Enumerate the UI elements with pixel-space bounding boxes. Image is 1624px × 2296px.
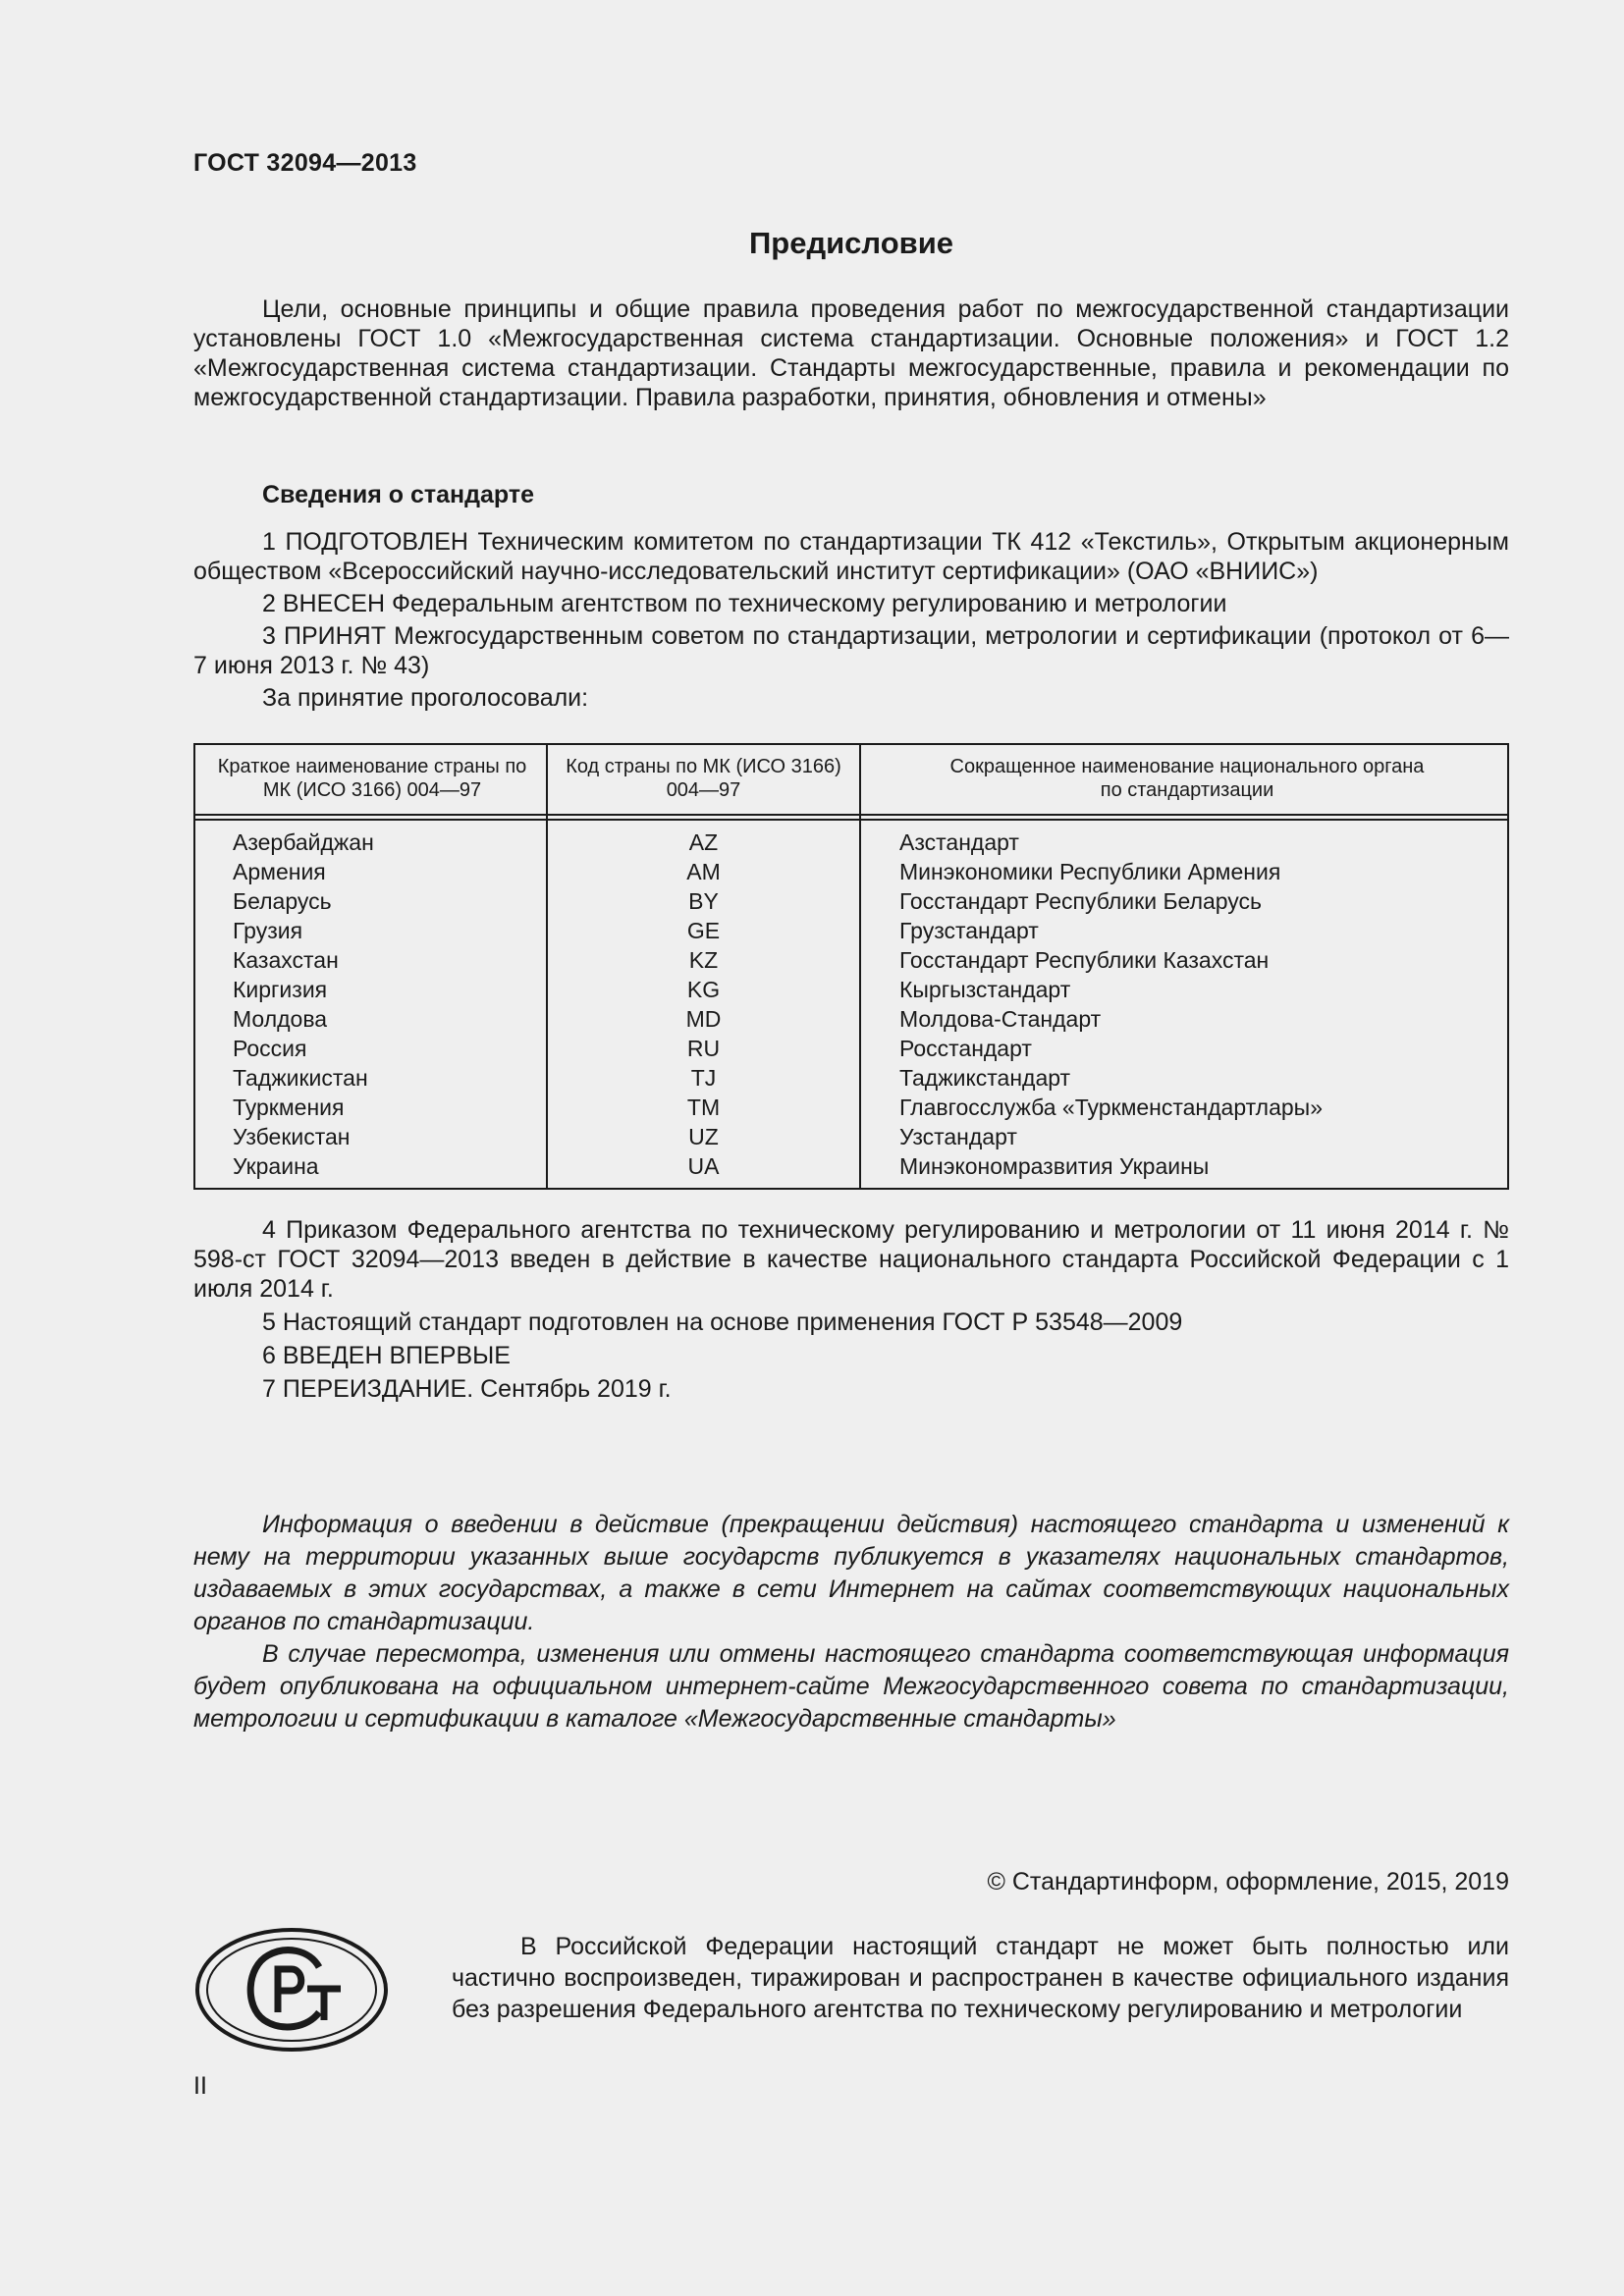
table-cell: Узстандарт <box>899 1124 1017 1149</box>
section-heading: Сведения о стандарте <box>262 481 535 508</box>
standard-info-list-continued <box>193 1215 1509 1408</box>
table-divider <box>195 819 1507 821</box>
table-cell: Госстандарт Республики Казахстан <box>899 947 1270 973</box>
standard-info-list <box>193 527 1509 716</box>
info-item-3: 3 ПРИНЯТ Межгосударственным советом по стандартизации, метрологии и сертификации (протокол от 6—7 июня 2013 г. № 43) <box>193 622 1509 679</box>
page-title: Предисловие <box>748 226 953 260</box>
table-cell: Узбекистан <box>233 1124 351 1149</box>
info-item-2: 2 ВНЕСЕН Федеральным агентством по техническому регулированию и метрологии <box>262 590 1227 617</box>
info-item-6: 6 ВВЕДЕН ВПЕРВЫЕ <box>262 1342 511 1369</box>
country-column <box>233 828 374 1181</box>
table-cell: KG <box>686 977 721 1002</box>
table-divider <box>195 814 1507 816</box>
table-cell: Туркмения <box>233 1095 345 1120</box>
table-cell: Кыргызстандарт <box>899 977 1071 1002</box>
table-cell: Киргизия <box>233 977 328 1002</box>
rights-text: В Российской Федерации настоящий стандарт не может быть полностью или частично воспроизведен, тиражирован и распространен в качестве официального издания без разрешения Федерального агентства по техническому регулированию и метрологии <box>452 1933 1509 2023</box>
table-cell: TJ <box>690 1065 717 1091</box>
country-table <box>193 743 1509 1190</box>
table-cell: Азстандарт <box>899 829 1019 855</box>
logo-text: РСТ <box>292 1996 296 1998</box>
page-number: II <box>193 2072 207 2100</box>
column-header-code: Код страны по МК (ИСО 3166) 004—97 <box>566 756 841 801</box>
table-cell: KZ <box>688 947 719 973</box>
info-item-5: 5 Настоящий стандарт подготовлен на основе применения ГОСТ Р 53548—2009 <box>262 1308 1183 1336</box>
table-cell: AZ <box>688 829 719 855</box>
code-column <box>548 828 859 1181</box>
rights-notice <box>452 1931 1509 2025</box>
table-cell: MD <box>685 1006 722 1032</box>
notice-block <box>193 1509 1509 1735</box>
copyright-line: © Стандартинформ, оформление, 2015, 2019 <box>987 1868 1509 1896</box>
table-cell: Росстандарт <box>899 1036 1032 1061</box>
table-cell: Госстандарт Республики Беларусь <box>899 888 1263 914</box>
table-divider <box>859 745 861 1188</box>
info-item-7: 7 ПЕРЕИЗДАНИЕ. Сентябрь 2019 г. <box>262 1375 672 1403</box>
table-cell: RU <box>686 1036 721 1061</box>
column-header-body: Сокращенное наименование национального органа по стандартизации <box>949 756 1425 801</box>
column-header-country: Краткое наименование страны по МК (ИСО 3166) 004—97 <box>217 756 527 801</box>
body-column <box>899 828 1323 1181</box>
notice-paragraph-2: В случае пересмотра, изменения или отмены настоящего стандарта соответствующая информация будет опубликована на официальном интернет-сайте Межгосударственного совета по стандартизации, метрологии и сертификации в каталоге «Межгосударственные стандарты» <box>193 1640 1509 1733</box>
document-code: ГОСТ 32094—2013 <box>193 149 417 177</box>
table-cell: TM <box>686 1095 721 1120</box>
table-cell: Армения <box>233 859 326 884</box>
table-cell: Грузия <box>233 918 303 943</box>
info-item-4: 4 Приказом Федерального агентства по техническому регулированию и метрологии от 11 июня 2014 г. № 598-ст ГОСТ 32094—2013 введен в действие в качестве национального стандарта Российской Федерации с 1 июля 2014 г. <box>193 1216 1509 1303</box>
table-cell: Беларусь <box>233 888 332 914</box>
table-cell: BY <box>688 888 719 914</box>
table-cell: Минэкономики Республики Армения <box>899 859 1281 884</box>
info-item-vote: За принятие проголосовали: <box>262 684 589 712</box>
table-cell: Молдова-Стандарт <box>899 1006 1102 1032</box>
info-item-1: 1 ПОДГОТОВЛЕН Техническим комитетом по стандартизации ТК 412 «Текстиль», Открытым акционерным обществом «Всероссийский научно-исследовательский институт сертификации» (ОАО «ВНИИС») <box>193 528 1509 585</box>
purpose-paragraph <box>193 294 1509 412</box>
table-cell: UZ <box>688 1124 719 1149</box>
table-cell: UA <box>687 1153 720 1179</box>
table-cell: Таджикстандарт <box>899 1065 1071 1091</box>
table-cell: Грузстандарт <box>899 918 1039 943</box>
purpose-text: Цели, основные принципы и общие правила проведения работ по межгосударственной стандартизации установлены ГОСТ 1.0 «Межгосударственная система стандартизации. Основные положения» и ГОСТ 1.2 «Межгосударственная система стандартизации. Стандарты межгосударственные, правила и рекомендации по межгосударственной стандартизации. Правила разработки, принятия, обновления и отмены» <box>193 295 1509 411</box>
table-cell: GE <box>686 918 721 943</box>
table-cell: Украина <box>233 1153 319 1179</box>
table-cell: AM <box>686 859 721 884</box>
rst-logo-icon <box>193 1926 390 2054</box>
table-cell: Минэкономразвития Украины <box>899 1153 1210 1179</box>
table-cell: Таджикистан <box>233 1065 368 1091</box>
table-cell: Молдова <box>233 1006 328 1032</box>
table-cell: Главгосслужба «Туркменстандартлары» <box>899 1095 1323 1120</box>
table-cell: Азербайджан <box>233 829 374 855</box>
table-cell: Россия <box>233 1036 307 1061</box>
table-cell: Казахстан <box>233 947 339 973</box>
notice-paragraph-1: Информация о введении в действие (прекращении действия) настоящего стандарта и изменений к нему на территории указанных выше государств публикуется в указателях национальных стандартов, издаваемых в этих государствах, а также в сети Интернет на сайтах соответствующих национальных органов по стандартизации. <box>193 1511 1509 1635</box>
